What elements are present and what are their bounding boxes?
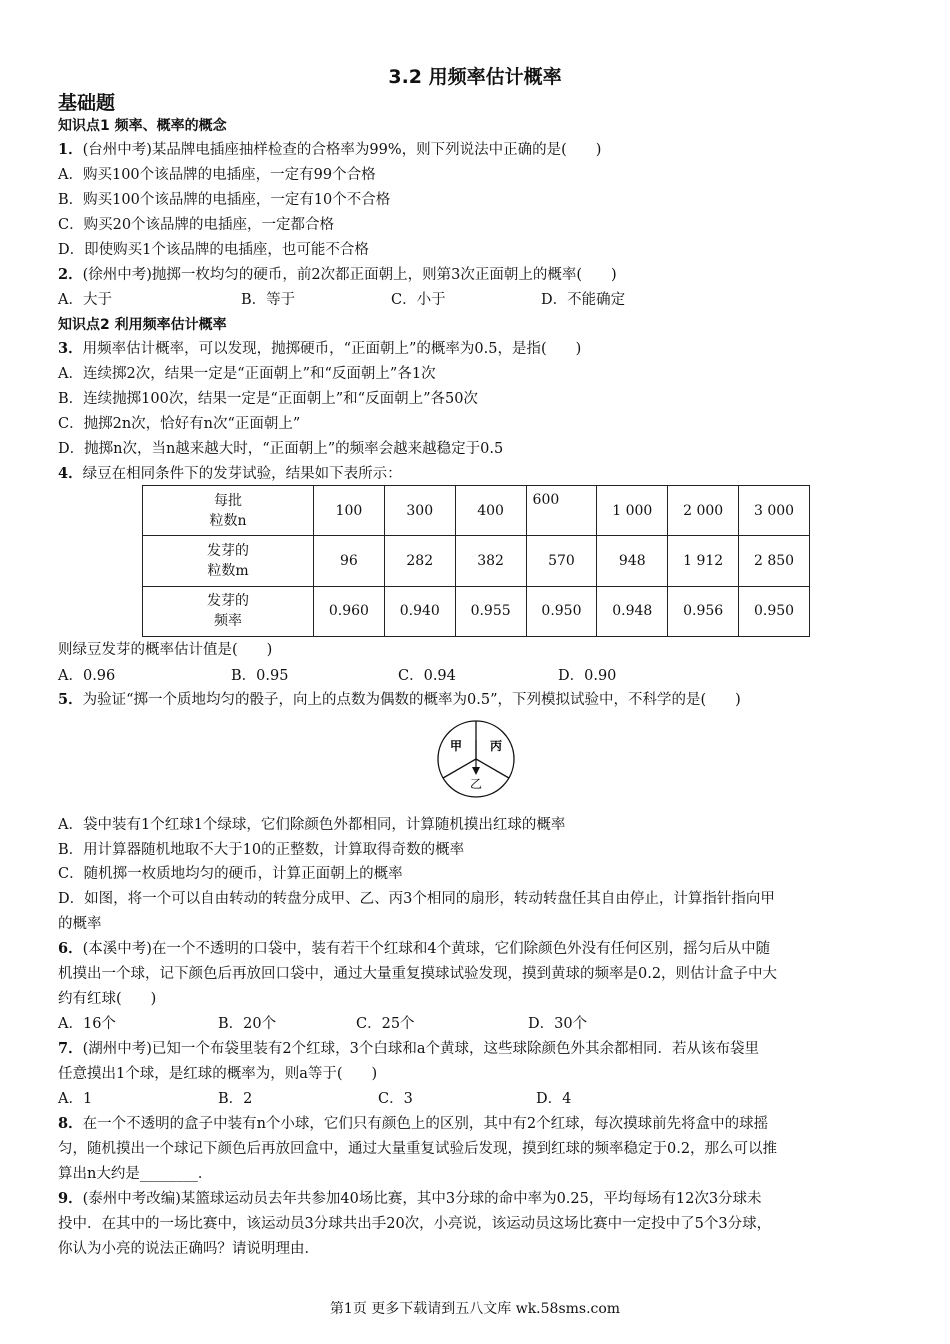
question-6-stem-line3: 约有红球( ) bbox=[58, 991, 157, 1007]
question-5-option-d: D．如图，将一个可以自由转动的转盘分成甲、乙、丙3个相同的扇形，转动转盘任其自由停止，计算指针指向甲 bbox=[58, 891, 775, 907]
table-cell: 382 bbox=[455, 536, 526, 586]
question-text: (徐州中考)抛掷一枚均匀的硬币，前2次都正面朝上，则第3次正面朝上的概率( ) bbox=[82, 267, 617, 283]
table-cell: 0.956 bbox=[668, 586, 739, 636]
table-row bbox=[143, 536, 810, 586]
option-b: B．20个 bbox=[218, 1016, 277, 1032]
table-cell: 300 bbox=[384, 486, 455, 536]
pointer-arrowhead bbox=[472, 767, 480, 775]
table-cell: 2 850 bbox=[739, 536, 810, 586]
question-7-stem bbox=[58, 1039, 759, 1059]
question-2-options bbox=[58, 290, 858, 310]
option-b: B．等于 bbox=[241, 292, 296, 308]
spinner-diagram bbox=[430, 718, 522, 800]
question-text: (泰州中考改编)某篮球运动员去年共参加40场比赛，其中3分球的命中率为0.25，平均每场有12次3分球未 bbox=[82, 1191, 762, 1207]
question-1-stem bbox=[58, 140, 601, 160]
question-text: (本溪中考)在一个不透明的口袋中，装有若干个红球和4个黄球，它们除颜色外没有任何区别，摇匀后从中随 bbox=[82, 941, 771, 957]
table-cell: 96 bbox=[314, 536, 385, 586]
question-number: 8． bbox=[58, 1115, 83, 1132]
question-number: 5． bbox=[58, 691, 83, 708]
sector-label-jia: 甲 bbox=[449, 739, 463, 753]
option-c: C．25个 bbox=[356, 1016, 415, 1032]
knowledge-point-2: 知识点2 利用频率估计概率 bbox=[58, 317, 227, 333]
row-header: 发芽的 粒数m bbox=[143, 536, 314, 586]
question-5-option-d-cont: 的概率 bbox=[58, 916, 102, 932]
question-8-stem-line3: 算出n大约是________． bbox=[58, 1166, 213, 1182]
option-a: A．大于 bbox=[58, 292, 112, 308]
question-4-after: 则绿豆发芽的概率估计值是( ) bbox=[58, 642, 273, 658]
question-6-stem-line2: 机摸出一个球，记下颜色后再放回口袋中，通过大量重复摸球试验发现，摸到黄球的频率是0.2，则估计盒子中大 bbox=[58, 966, 778, 982]
question-text: (湖州中考)已知一个布袋里装有2个红球，3个白球和a个黄球，这些球除颜色外其余都相同．若从该布袋里 bbox=[82, 1041, 759, 1057]
question-4-options bbox=[58, 666, 858, 686]
table-cell: 282 bbox=[384, 536, 455, 586]
question-3-option-b: B．连续抛掷100次，结果一定是“正面朝上”和“反面朝上”各50次 bbox=[58, 391, 478, 407]
table-cell: 100 bbox=[314, 486, 385, 536]
table-cell: 1 912 bbox=[668, 536, 739, 586]
question-5-option-a: A．袋中装有1个红球1个绿球，它们除颜色外都相同，计算随机摸出红球的概率 bbox=[58, 817, 566, 833]
table-cell: 1 000 bbox=[597, 486, 668, 536]
option-d: D．4 bbox=[536, 1091, 572, 1107]
option-d: D．30个 bbox=[528, 1016, 588, 1032]
sector-label-bing: 丙 bbox=[489, 739, 503, 753]
question-5-option-c: C．随机掷一枚质地均匀的硬币，计算正面朝上的概率 bbox=[58, 866, 403, 882]
page-footer: 第1页 更多下载请到五八文库 wk.58sms.com bbox=[329, 1301, 621, 1317]
question-9-stem-line2: 投中．在其中的一场比赛中，该运动员3分球共出手20次，小亮说，该运动员这场比赛中一定投中了5个3分球， bbox=[58, 1216, 772, 1232]
question-1-option-b: B．购买100个该品牌的电插座，一定有10个不合格 bbox=[58, 192, 391, 208]
table-row bbox=[143, 586, 810, 636]
question-3-option-a: A．连续掷2次，结果一定是“正面朝上”和“反面朝上”各1次 bbox=[58, 366, 436, 382]
option-d: D．0.90 bbox=[558, 668, 617, 684]
option-b: B．0.95 bbox=[231, 668, 289, 684]
question-text: 绿豆在相同条件下的发芽试验，结果如下表所示： bbox=[82, 466, 402, 482]
table-cell: 0.948 bbox=[597, 586, 668, 636]
option-c: C．小于 bbox=[391, 292, 446, 308]
section-heading: 基础题 bbox=[58, 92, 116, 114]
question-6-options bbox=[58, 1014, 858, 1034]
table-cell: 600 bbox=[526, 486, 597, 536]
question-6-stem bbox=[58, 939, 770, 959]
knowledge-point-1: 知识点1 频率、概率的概念 bbox=[58, 118, 227, 134]
table-cell: 2 000 bbox=[668, 486, 739, 536]
table-cell: 570 bbox=[526, 536, 597, 586]
table-cell: 0.950 bbox=[739, 586, 810, 636]
question-3-option-c: C．抛掷2n次，恰好有n次“正面朝上” bbox=[58, 416, 301, 432]
table-cell: 948 bbox=[597, 536, 668, 586]
row-header: 每批 粒数n bbox=[143, 486, 314, 536]
option-b: B．2 bbox=[218, 1091, 253, 1107]
question-number: 2． bbox=[58, 266, 83, 283]
question-1-option-a: A．购买100个该品牌的电插座，一定有99个合格 bbox=[58, 167, 376, 183]
question-7-stem-line2: 任意摸出1个球，是红球的概率为，则a等于( ) bbox=[58, 1066, 378, 1082]
question-number: 3． bbox=[58, 340, 83, 357]
option-a: A．16个 bbox=[58, 1016, 116, 1032]
question-3-option-d: D．抛掷n次，当n越来越大时，“正面朝上”的频率会越来越稳定于0.5 bbox=[58, 441, 504, 457]
question-number: 7． bbox=[58, 1040, 83, 1057]
question-number: 6． bbox=[58, 940, 83, 957]
table-cell: 0.960 bbox=[314, 586, 385, 636]
germination-table bbox=[142, 485, 810, 637]
table-cell: 400 bbox=[455, 486, 526, 536]
question-number: 9． bbox=[58, 1190, 83, 1207]
table-row bbox=[143, 486, 810, 536]
row-header: 发芽的 频率 bbox=[143, 586, 314, 636]
question-5-stem bbox=[58, 690, 741, 710]
sector-label-yi: 乙 bbox=[469, 777, 483, 791]
question-8-stem bbox=[58, 1114, 768, 1134]
question-text: 在一个不透明的盒子中装有n个小球，它们只有颜色上的区别，其中有2个红球，每次摸球前先将盒中的球摇 bbox=[82, 1116, 769, 1132]
table-cell: 0.940 bbox=[384, 586, 455, 636]
page-title: 3.2 用频率估计概率 bbox=[388, 66, 562, 88]
sector-divider bbox=[443, 759, 476, 778]
question-3-stem bbox=[58, 339, 581, 359]
question-text: 用频率估计概率，可以发现，抛掷硬币，“正面朝上”的概率为0.5，是指( ) bbox=[82, 341, 582, 357]
option-c: C．0.94 bbox=[398, 668, 456, 684]
question-8-stem-line2: 匀，随机摸出一个球记下颜色后再放回盒中，通过大量重复试验后发现，摸到红球的频率稳定于0.2，那么可以推 bbox=[58, 1141, 778, 1157]
question-4-stem bbox=[58, 464, 402, 484]
option-d: D．不能确定 bbox=[541, 292, 626, 308]
question-2-stem bbox=[58, 265, 617, 285]
question-number: 4． bbox=[58, 465, 83, 482]
option-a: A．1 bbox=[58, 1091, 93, 1107]
question-9-stem bbox=[58, 1189, 762, 1209]
question-text: 为验证“掷一个质地均匀的骰子，向上的点数为偶数的概率为0.5”，下列模拟试验中，不科学的是( ) bbox=[82, 692, 741, 708]
sector-divider bbox=[476, 759, 509, 778]
question-1-option-c: C．购买20个该品牌的电插座，一定都合格 bbox=[58, 217, 335, 233]
question-5-option-b: B．用计算器随机地取不大于10的正整数，计算取得奇数的概率 bbox=[58, 842, 465, 858]
option-a: A．0.96 bbox=[58, 668, 116, 684]
question-text: (台州中考)某品牌电插座抽样检查的合格率为99%，则下列说法中正确的是( ) bbox=[82, 142, 602, 158]
question-9-stem-line3: 你认为小亮的说法正确吗？请说明理由． bbox=[58, 1241, 319, 1257]
question-number: 1． bbox=[58, 141, 83, 158]
question-7-options bbox=[58, 1089, 858, 1109]
question-1-option-d: D．即使购买1个该品牌的电插座，也可能不合格 bbox=[58, 242, 369, 258]
table-cell: 3 000 bbox=[739, 486, 810, 536]
table-cell: 0.950 bbox=[526, 586, 597, 636]
table-cell: 0.955 bbox=[455, 586, 526, 636]
option-c: C．3 bbox=[378, 1091, 413, 1107]
